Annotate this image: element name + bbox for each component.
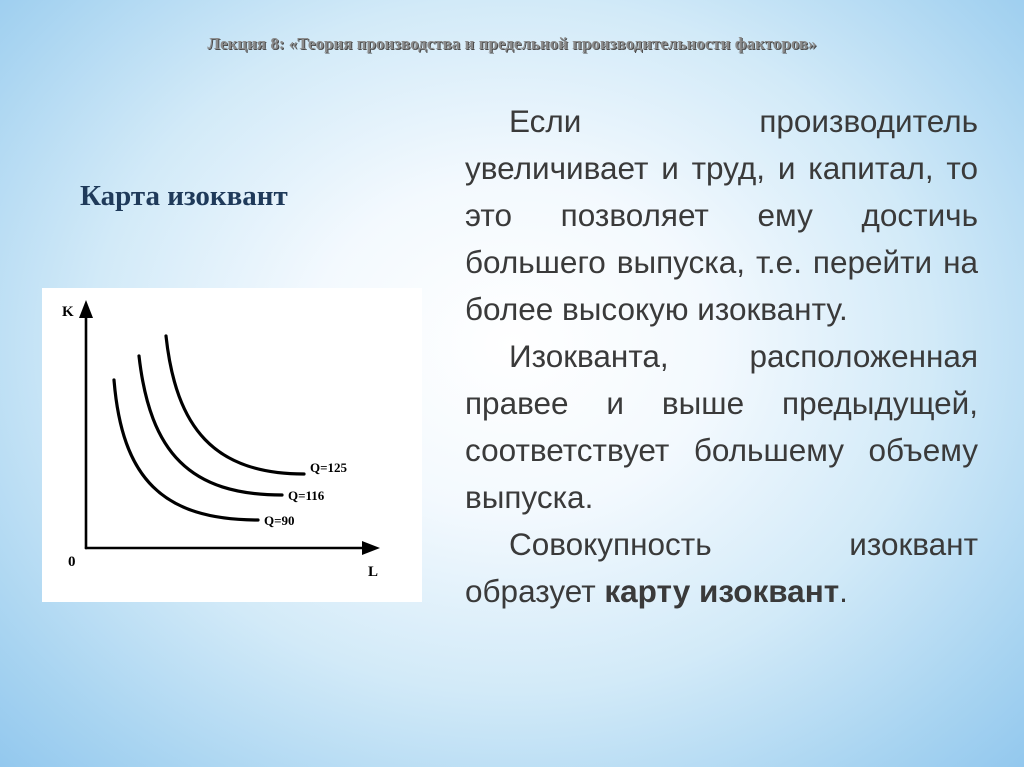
paragraph-3: [465, 521, 978, 615]
paragraph-2: Изокванта, расположенная правее и выше предыдущей, соответствует большему объему выпуска.: [465, 338, 978, 515]
paragraph-1: Если производитель увеличивает и труд, и капитал, то это позволяет ему достичь большего выпуска, т.е. перейти на более высокую изокванту.: [465, 103, 978, 327]
x-axis-arrow-icon: [362, 541, 380, 555]
isoquant-curve-q125: [166, 336, 304, 474]
isoquant-curve-q116: [139, 356, 282, 495]
y-axis-label: K: [62, 304, 74, 320]
map-heading: Карта изоквант: [80, 180, 288, 212]
x-axis-label: L: [368, 564, 379, 580]
paragraph-3-bold: карту изоквант: [604, 573, 840, 609]
text-block: [465, 98, 978, 615]
curve-label-q90: Q=90: [264, 513, 295, 528]
y-axis-arrow-icon: [79, 300, 93, 318]
slide-title: Лекция 8: «Теория производства и предельной производительности факторов»: [207, 34, 817, 53]
isoquant-curve-q90: [114, 380, 258, 520]
paragraph-3-end: .: [839, 573, 848, 609]
origin-label: 0: [68, 554, 76, 570]
isoquant-graph: [42, 288, 422, 602]
curve-label-q116: Q=116: [288, 488, 325, 503]
paragraph-3-text: Совокупность изоквант образует: [465, 526, 978, 609]
curve-label-q125: Q=125: [310, 460, 348, 475]
